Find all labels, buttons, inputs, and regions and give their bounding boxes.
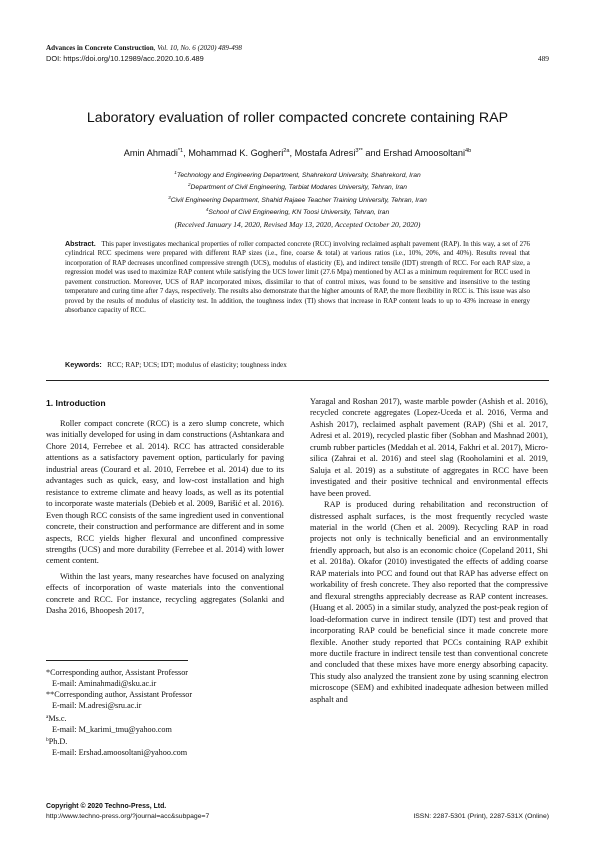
page-number: 489 — [537, 54, 549, 63]
author-name: Mostafa Adresi — [294, 148, 356, 158]
footnote-email[interactable]: E-mail: Aminahmadi@sku.ac.ir — [52, 678, 157, 688]
keywords-text: RCC; RAP; UCS; IDT; modulus of elasticity; toughness index — [107, 361, 287, 369]
paragraph: Yaragal and Roshan 2017), waste marble powder (Ashish et al. 2016), recycled concrete aggregates (Lopez-Uceda et al. 2016, Verma and Ashish 2017), reclaimed asphalt pavement (RAP) (Shi et al. 2017, Adresi et al. 2019), recycled plastic fiber (Sobhan and Mashnad 2001), crumb rubber particles (Meddah et al. 2014, Fakhri et al. 2017), Micro-silica (Zahrai et al. 2016) and steel slag (Rooholamini et al. 2019, Saluja et al. 2019) as a substitute of aggregates in RCC have been investigated and their positive technical and environmental effects have been proved. — [310, 397, 548, 498]
keywords-label: Keywords: — [65, 360, 102, 369]
affiliation-number: 3 — [168, 194, 171, 200]
footnote-marker: b — [46, 737, 49, 744]
footnote-line — [46, 712, 284, 725]
keywords — [65, 360, 530, 369]
footnote-line — [46, 735, 284, 748]
author-name: Amin Ahmadi — [123, 148, 178, 158]
footnote-email[interactable]: E-mail: M.adresi@sru.ac.ir — [52, 700, 142, 710]
affiliation-number: 4 — [205, 206, 209, 212]
footnote-degree: Ms.c. — [48, 713, 67, 723]
issn: ISSN: 2287-5301 (Print), 2287-531X (Online) — [413, 813, 549, 820]
author-separator: , — [289, 148, 295, 158]
footnote-line: *Corresponding author, Assistant Professor — [46, 668, 189, 677]
affiliation — [0, 193, 595, 205]
affiliation — [0, 180, 595, 192]
footnote-email[interactable]: E-mail: Ershad.amoosoltani@yahoo.com — [52, 748, 188, 758]
abstract-text: This paper investigates mechanical properties of roller compacted concrete (RCC) involving reclaimed asphalt pavement (RAP). In this way, a set of 276 cylindrical RCC specimens were prepared with different RAP sizes (i.e., fine, coarse & total) at various ratios (i.e., 10%, 20%, and 40%). Results reveal that incorporation of RAP decreases unconfined compressive strength (UCS), modulus of elasticity (E), and indirect tensile (IDT) strength of RCC. For each RAP size, a regression model was used to maximize RAP content while satisfying the UCS lower limit (27.6 Mpa) mentioned by ACI as a minimum requirement for RCC used in pavement construction. Moreover, UCS of RAP incorporated mixes, dissimilar to that of control mixes, was found to be sensitive and insensitive to the testing temperature and curing time after 7 days, respectively. The results also demonstrate that the higher amounts of RAP, the more flexibility in RCC is. This issue was also proved by the results of modulus of elasticity test. In addition, the toughness index (TI) shows that increase in RAP content leads to up to 43% increase in energy absorbance capacity of RCC. — [65, 240, 531, 315]
author-marker: 3** — [355, 148, 363, 154]
right-column — [310, 396, 548, 705]
author-conjunction: and — [362, 148, 384, 158]
affiliation-text: Civil Engineering Department, Shahid Rajaee Teacher Training University, Tehran, Iran — [170, 196, 427, 204]
section-divider — [46, 380, 549, 381]
paragraph: RAP is produced during rehabilitation and reconstruction of distressed asphalt surfaces, is the most frequently recycled waste material in the world (Chen et al. 2009). Recycling RAP in road projects not only is technically beneficial and an environmentally friendly approach, but also is an economic choice (Copeland 2011, Shi et al. 2018a). Okafor (2010) investigated the effects of adding coarse RAP materials into PCC and found out that RAP has adverse effect on workability of fresh concrete. They also reported that the compressive and flexural strengths appreciably decrease as RAP content increases. (Huang et al. 2005) in a similar study, analyzed the post-peak region of load-deformation curve in indirect tensile (IDT) test and proved that incorporating RAP could be beneficial since it made concrete more flexible. Another study reported that PCCs containing RAP exhibit more ductile fracture in indirect tensile test than conventional concrete and concluded that these mixes have more energy absorbing capacity. This study also analyzed the transient zone by using scanning electron microscope (SEM) and exhibited inadequate adhesion between milled asphalt and — [310, 500, 548, 704]
abstract — [65, 240, 530, 316]
author-marker: 2a — [283, 148, 290, 154]
footnote-line: **Corresponding author, Assistant Professor — [46, 689, 193, 699]
journal-name: Advances in Concrete Construction — [46, 44, 154, 52]
section-heading: 1. Introduction — [46, 398, 106, 408]
received-dates: (Received January 14, 2020, Revised May 13, 2020, Accepted October 20, 2020) — [174, 220, 421, 229]
journal-header — [46, 44, 242, 52]
footnote-marker: a — [46, 713, 49, 720]
affiliation-text: Department of Civil Engineering, Tarbiat Modares University, Tehran, Iran — [190, 184, 407, 192]
affiliation — [0, 205, 595, 217]
author-list — [0, 148, 595, 158]
author-name: Mohammad K. Gogheri — [188, 148, 284, 158]
left-column — [46, 418, 284, 617]
affiliation — [0, 168, 595, 180]
affiliation-number: 2 — [187, 182, 191, 188]
footnote-divider — [46, 660, 188, 661]
affiliation-text: School of Civil Engineering, KN Toosi University, Tehran, Iran — [208, 208, 390, 216]
paragraph: Within the last years, many researches have focused on analyzing effects of incorporation of waste materials into the conventional concrete and RCC. For instance, recycling aggregates (Solanki and Dasha 2016, Bhoopesh 2017, — [46, 571, 284, 616]
journal-url[interactable]: http://www.techno-press.org/?journal=acc&subpage=7 — [46, 813, 210, 820]
volume-info: , Vol. 10, No. 6 (2020) 489-498 — [153, 44, 242, 52]
paper-title: Laboratory evaluation of roller compacted concrete containing RAP — [86, 110, 509, 126]
doi-line[interactable]: DOI: https://doi.org/10.12989/acc.2020.10.6.489 — [46, 54, 204, 63]
author-marker: 4b — [465, 148, 472, 154]
footnote-degree: Ph.D. — [48, 737, 68, 747]
abstract-label: Abstract. — [65, 240, 96, 248]
author-separator: , — [183, 148, 189, 158]
author-name: Ershad Amoosoltani — [383, 148, 466, 158]
paragraph: Roller compact concrete (RCC) is a zero slump concrete, which was initially developed for using in dam constructions (Ashtankara and Chore 2014, Ferrebee et al. 2014). RCC has attracted considerable attentions as a satisfactory pavement option, particularly for paving industrial areas (Courard et al. 2010, Ferrebee et al. 2014) due to its advantages such as quick, easy, and low-cost installation and high resistance to extreme climate and heavy loads, as well as its potential to incorporate waste materials (Debieb et al. 2009, Barišić et al. 2016). Even though RCC consists of the same ingredient used in conventional concrete, their construction and performance are different and in some aspects, RCC yields higher flexural and unconfined compressive strengths (UCS) and more durability (Ferrebee et al. 2014) with lower cement content. — [46, 419, 284, 566]
footnote-email[interactable]: E-mail: M_karimi_tmu@yahoo.com — [52, 724, 172, 734]
affiliation-list — [0, 168, 595, 217]
affiliation-number: 1 — [174, 170, 177, 175]
author-marker: *1 — [177, 148, 184, 154]
footnotes — [46, 668, 284, 759]
affiliation-text: Technology and Engineering Department, Shahrekord University, Shahrekord, Iran — [176, 172, 421, 179]
copyright: Copyright © 2020 Techno-Press, Ltd. — [46, 803, 167, 810]
